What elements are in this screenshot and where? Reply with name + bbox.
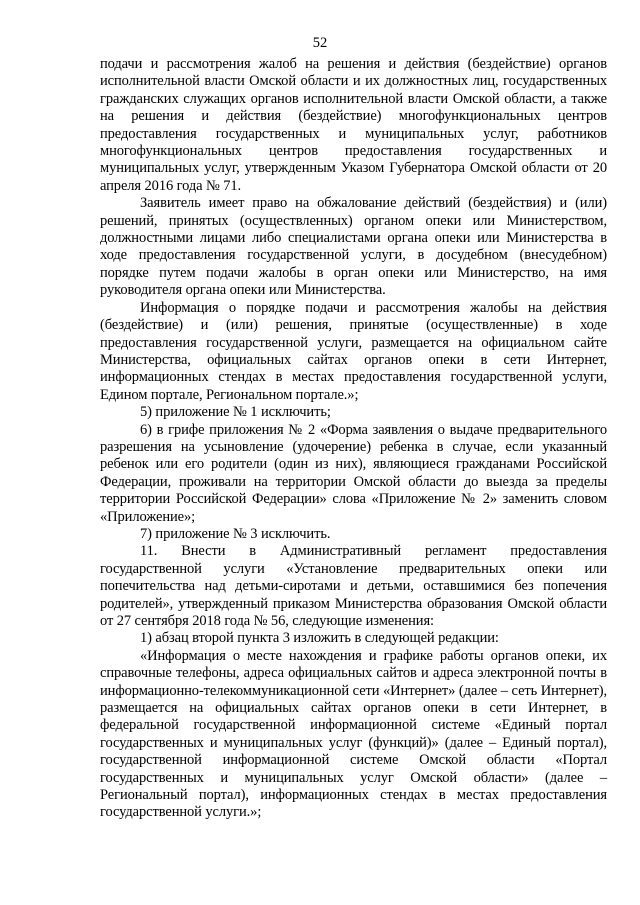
paragraph-continuation: подачи и рассмотрения жалоб на решения и действия (бездействие) органов исполнительной власти Омской области и их должностных лиц, государственных гражданских служащих органов исполнительной власти Омской области, а также на решения и действия (бездействие) многофункциональных центров предоставления государственных и муниципальных услуг, работников многофункциональных центров предоставления государственных и муниципальных услуг, утвержденным Указом Губернатора Омской области от 20 апреля 2016 года № 71.	[100, 56, 607, 194]
paragraph-quoted-text: «Информация о месте нахождения и графике работы органов опеки, их справочные телефоны, адреса официальных сайтов и адреса электронной почты в информационно-телекоммуникационной сети «Интернет» (далее – сеть Интернет), размещается на официальных сайтах органов опеки в сети Интернет, в федеральной государственной информационной системе «Единый портал государственных и муниципальных услуг (функций)» (далее – Единый портал), государственной информационной системе Омской области «Портал государственных и муниципальных услуг Омской области» (далее – Региональный портал), информационных стендах в местах предоставления государственной услуги.»;	[100, 647, 607, 821]
paragraph-section-11: 11. Внести в Административный регламент предоставления государственной услуги «Установление предварительных опеки или попечительства над детьми-сиротами и детьми, оставшимися без попечения родителей», утвержденный приказом Министерства образования Омской области от 27 сентября 2018 года № 56, следующие изменения:	[100, 543, 607, 629]
paragraph-amendment-1: 1) абзац второй пункта 3 изложить в следующей редакции:	[140, 630, 499, 647]
document-body	[100, 56, 607, 822]
paragraph-appeal-right: Заявитель имеет право на обжалование действий (бездействия) и (или) решений, принятых (осуществленных) органом опеки или Министерством, должностными лицами либо специалистами органа опеки или Министерства в ходе предоставления государственной услуги, в досудебном (внесудебном) порядке путем подачи жалобы в орган опеки или Министерство, на имя руководителя органа опеки или Министерства.	[100, 195, 607, 299]
page-number: 52	[312, 35, 328, 51]
paragraph-item-6: 6) в грифе приложения № 2 «Форма заявления о выдаче предварительного разрешения на усыновление (удочерение) ребенка в случае, если указанный ребенок или его родители (один из них), являющиеся гражданами Российской Федерации, проживали на территории Омской области до выезда за пределы территории Российской Федерации» слова «Приложение № 2» заменить словом «Приложение»;	[100, 421, 607, 525]
paragraph-item-7: 7) приложение № 3 исключить.	[140, 525, 331, 542]
paragraph-appeal-info: Информация о порядке подачи и рассмотрения жалобы на действия (бездействие) и (или) решения, принятые (осуществленные) в ходе предоставления государственной услуги, размещается на официальном сайте Министерства, официальных сайтах органов опеки в сети Интернет, информационных стендах в местах предоставления государственной услуги, Едином портале, Региональном портале.»;	[100, 299, 607, 403]
paragraph-item-5: 5) приложение № 1 исключить;	[140, 404, 331, 421]
